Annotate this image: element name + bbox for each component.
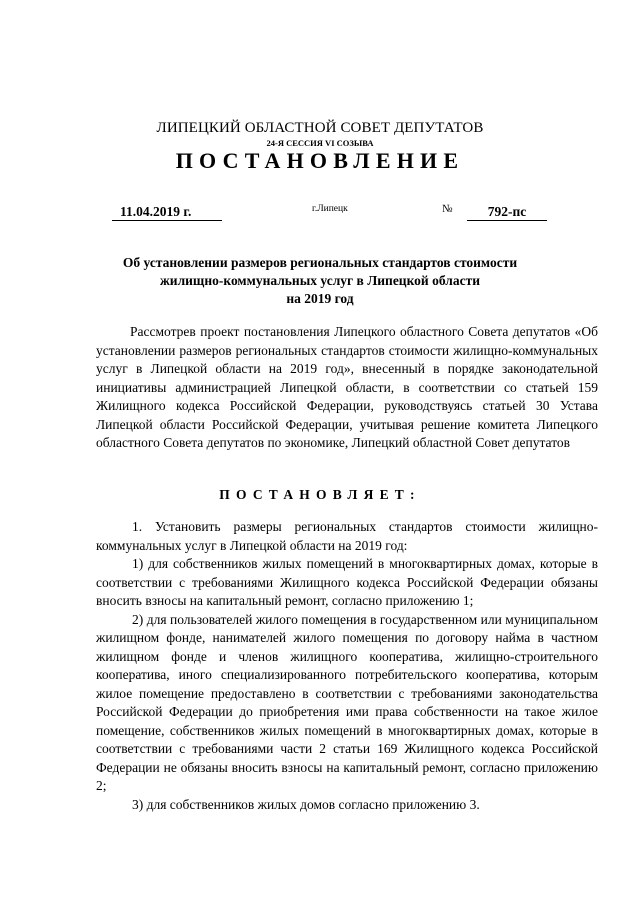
- item-1: 1. Установить размеры региональных стандартов стоимости жилищно-коммунальных услуг в Липецкой области на 2019 год:: [96, 519, 598, 553]
- decree-items-block: [96, 518, 598, 814]
- session-label: 24-Я СЕССИЯ VI СОЗЫВА: [266, 138, 374, 148]
- item-1-subitem-1: 1) для собственников жилых помещений в многоквартирных домах, которые в соответствии с требованиями Жилищного кодекса Российской Федерации обязаны вносить взносы на капитальный ремонт, согласно приложению 1;: [96, 556, 598, 608]
- document-title-line-1: Об установлении размеров региональных стандартов стоимости: [122, 255, 518, 270]
- decree-heading: ПОСТАНОВЛЯЕТ:: [219, 487, 421, 502]
- preamble-block: [96, 323, 598, 453]
- document-type-heading: ПОСТАНОВЛЕНИЕ: [175, 148, 465, 173]
- number-label: №: [442, 203, 453, 215]
- item-1-subitem-2: 2) для пользователей жилого помещения в государственном или муниципальном жилищном фонде, нанимателей жилого помещения по договору найма в частном жилищном фонде и членов жилищного кооператива, жилищно-строительного кооператива, иного специализированного потребительского кооператива, которым жилое помещение предоставлено в соответствии с требованиями законодательства Российской Федерации до приобретения ими права собственности на такое жилое помещение, собственников жилых помещений в многоквартирных домах, которые в соответствии с требованиями части 2 статьи 169 Жилищного кодекса Российской Федерации не обязаны вносить взносы на капитальный ремонт, согласно приложению 2;: [96, 611, 598, 793]
- document-title-line-2: жилищно-коммунальных услуг в Липецкой области: [160, 273, 480, 288]
- council-name: ЛИПЕЦКИЙ ОБЛАСТНОЙ СОВЕТ ДЕПУТАТОВ: [156, 120, 484, 136]
- document-number: 792-пс: [467, 204, 547, 221]
- item-1-subitem-3: 3) для собственников жилых домов согласно приложению 3.: [132, 796, 480, 812]
- preamble-paragraph: Рассмотрев проект постановления Липецкого областного Совета депутатов «Об установлении размеров региональных стандартов стоимости жилищно-коммунальных услуг в Липецкой области на 2019 год», внесенный в порядке законодательной инициативы администрацией Липецкой области, в соответствии со статьей 159 Жилищного кодекса Российской Федерации, руководствуясь статьей 30 Устава Липецкой области Российской Федерации, учитывая решение комитета Липецкого областного Совета депутатов по экономике, Липецкий областной Совет депутатов: [96, 324, 598, 450]
- document-title-line-3: на 2019 год: [286, 291, 354, 306]
- document-date: 11.04.2019 г.: [112, 204, 222, 221]
- document-city: г.Липецк: [312, 204, 348, 214]
